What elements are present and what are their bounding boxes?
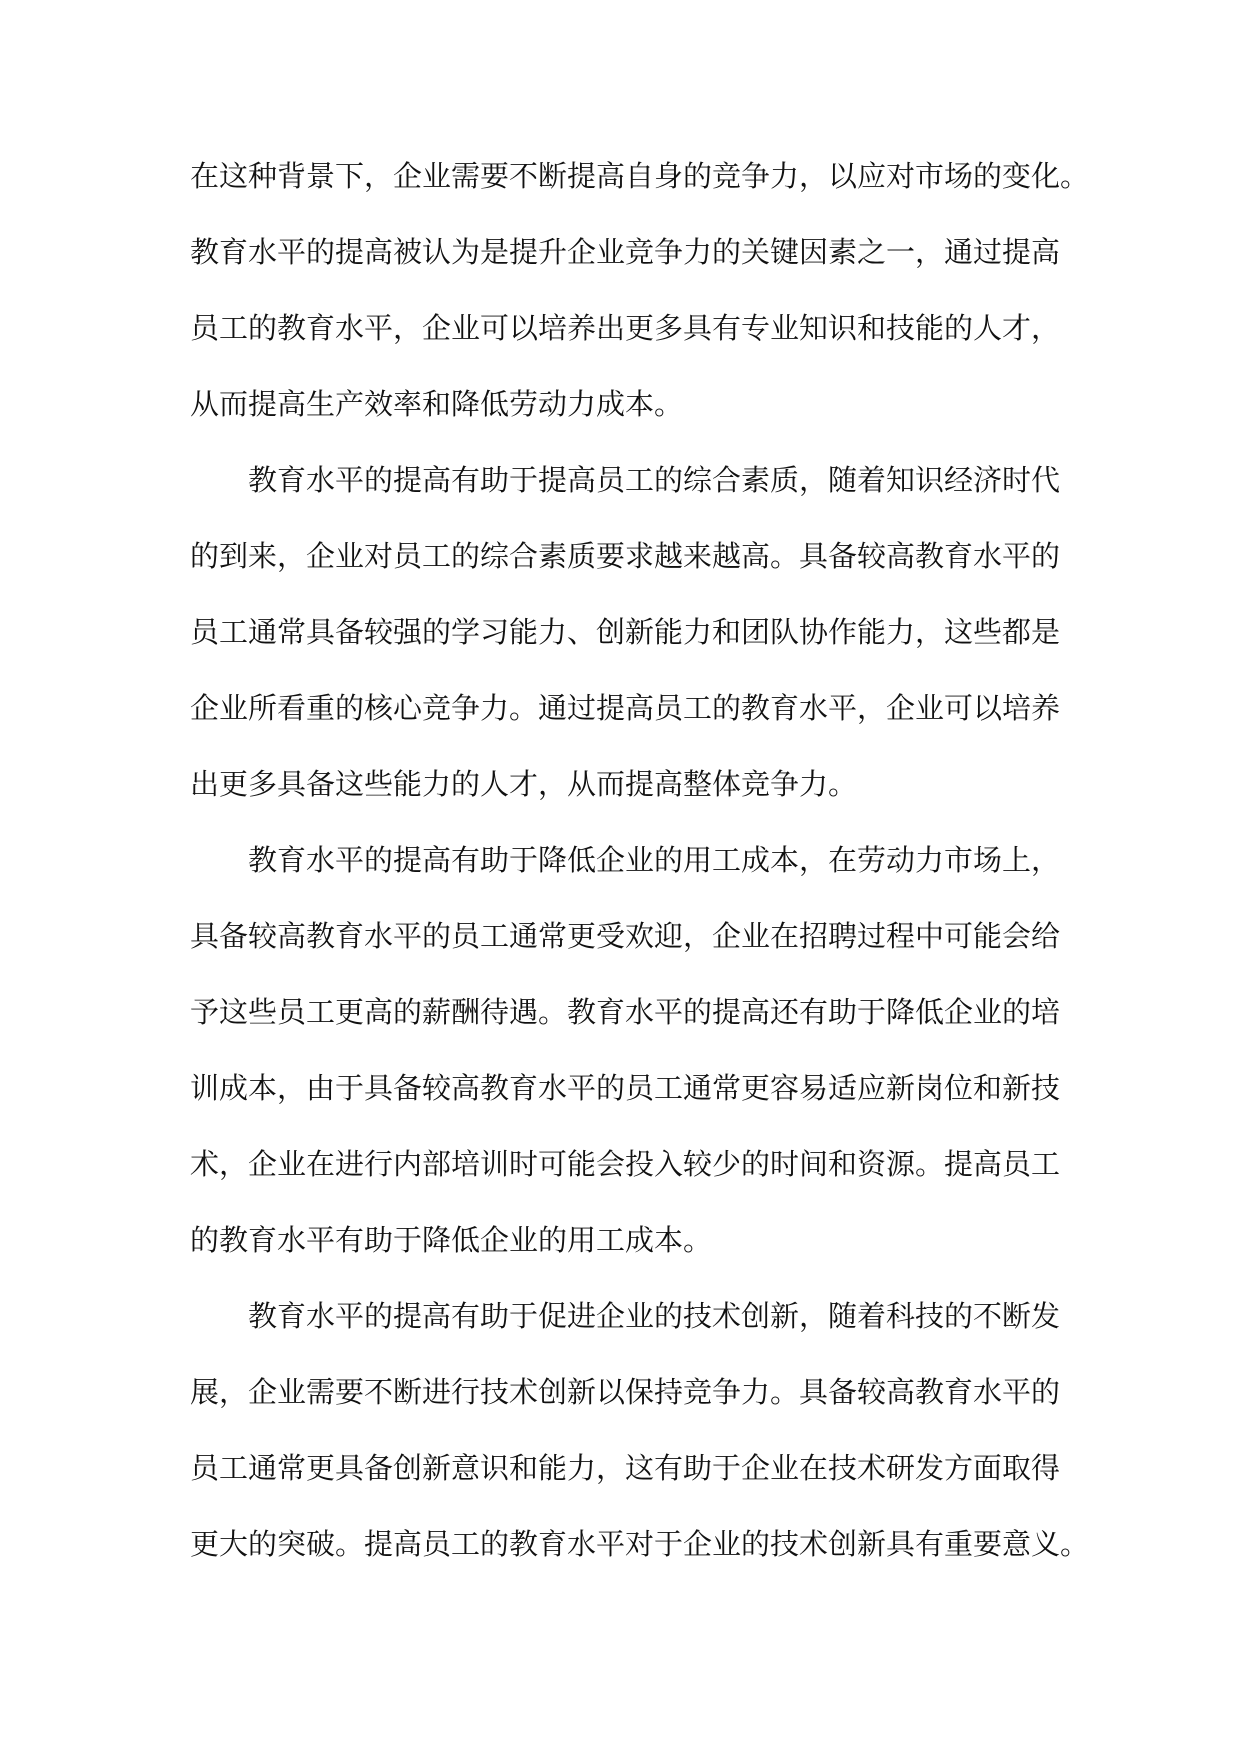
- text-line: 具备较高教育水平的员工通常更受欢迎，企业在招聘过程中可能会给: [190, 919, 1061, 953]
- body-text: [190, 138, 1090, 1582]
- text-line: 在这种背景下，企业需要不断提高自身的竞争力，以应对市场的变化。: [190, 159, 1090, 193]
- text-line: 展，企业需要不断进行技术创新以保持竞争力。具备较高教育水平的: [190, 1375, 1061, 1409]
- text-line: 教育水平的提高有助于降低企业的用工成本，在劳动力市场上，: [248, 843, 1061, 877]
- paragraph-4: [190, 1278, 1090, 1582]
- text-line: 员工通常具备较强的学习能力、创新能力和团队协作能力，这些都是: [190, 615, 1061, 649]
- text-line: 术，企业在进行内部培训时可能会投入较少的时间和资源。提高员工: [190, 1147, 1061, 1181]
- text-line: 从而提高生产效率和降低劳动力成本。: [190, 387, 684, 421]
- paragraph-3: [190, 822, 1060, 1278]
- text-line: 员工的教育水平，企业可以培养出更多具有专业知识和技能的人才，: [190, 311, 1061, 345]
- paragraph-1: [190, 138, 1090, 442]
- text-line: 的教育水平有助于降低企业的用工成本。: [190, 1223, 713, 1257]
- text-line: 予这些员工更高的薪酬待遇。教育水平的提高还有助于降低企业的培: [190, 995, 1061, 1029]
- text-line: 教育水平的提高被认为是提升企业竞争力的关键因素之一，通过提高: [190, 235, 1061, 269]
- paragraph-2: [190, 442, 1060, 822]
- text-line: 企业所看重的核心竞争力。通过提高员工的教育水平，企业可以培养: [190, 691, 1061, 725]
- text-line: 教育水平的提高有助于促进企业的技术创新，随着科技的不断发: [248, 1299, 1061, 1333]
- text-line: 出更多具备这些能力的人才，从而提高整体竞争力。: [190, 767, 858, 801]
- text-line: 教育水平的提高有助于提高员工的综合素质，随着知识经济时代: [248, 463, 1061, 497]
- text-line: 更大的突破。提高员工的教育水平对于企业的技术创新具有重要意义。: [190, 1527, 1090, 1561]
- text-line: 训成本，由于具备较高教育水平的员工通常更容易适应新岗位和新技: [190, 1071, 1061, 1105]
- text-line: 员工通常更具备创新意识和能力，这有助于企业在技术研发方面取得: [190, 1451, 1061, 1485]
- text-line: 的到来，企业对员工的综合素质要求越来越高。具备较高教育水平的: [190, 539, 1061, 573]
